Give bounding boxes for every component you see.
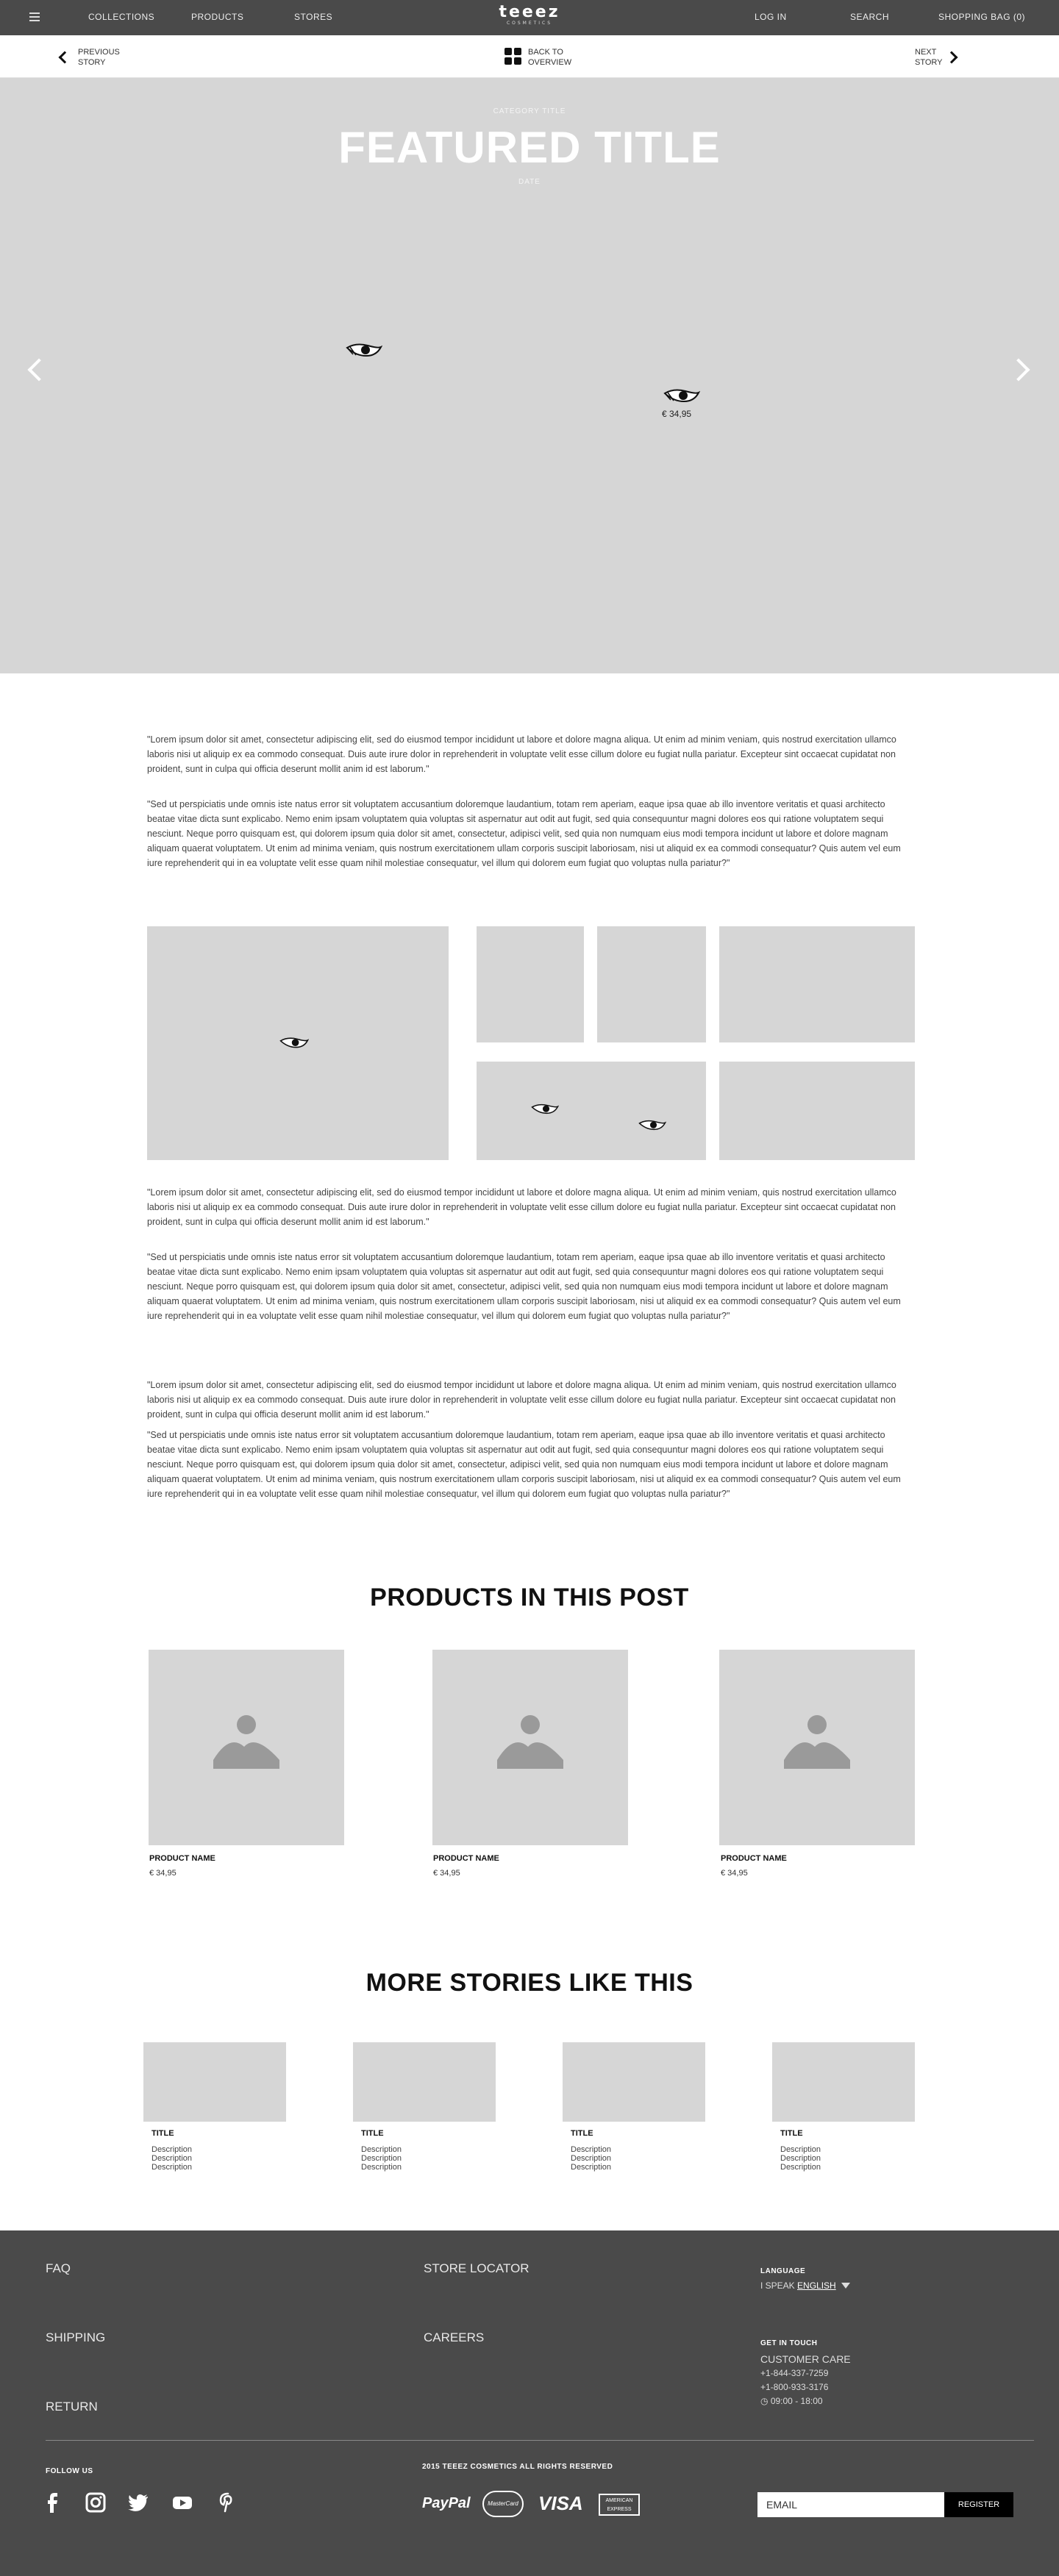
article-paragraph: "Sed ut perspiciatis unde omnis iste natus error sit voluptatem accusantium doloremque laudantium, totam rem aperiam, eaque ipsa quae ab illo inventore veritatis et quasi architecto beatae vitae dicta sunt explicabo. Nemo enim ipsam voluptatem quia voluptas sit aspernatur aut odit aut fugit, sed quia consequuntur magni dolores eos qui ratione voluptatem sequi nesciunt. Neque porro quisquam est, qui dolorem ipsum quia dolor sit amet, consectetur, adipisci velit, sed quia non numquam eius modi tempora incidunt ut labore et dolore magnam aliquam quaerat voluptatem. Ut enim ad minima veniam, quis nostrum exercitationem ullam corporis suscipit laboriosam, nisi ut aliquid ex ea commodi consequatur? Quis autem vel eum iure reprehenderit qui in ea voluptate velit esse quam nihil molestiae consequatur, vel illum qui dolorem eum fugiat quo voluptas nulla pariatur?" (147, 1430, 901, 1499)
story-thumbnail[interactable] (143, 2042, 286, 2122)
product-price: € 34,95 (721, 1869, 748, 1878)
product-hotspot-eye-icon[interactable] (638, 1119, 666, 1132)
image-placeholder-icon (213, 1709, 279, 1769)
product-price: € 34,95 (149, 1869, 176, 1878)
gallery-image (719, 1062, 915, 1160)
image-placeholder-icon (784, 1709, 850, 1769)
story-description: Description Description Description (361, 2145, 402, 2172)
nav-login[interactable]: LOG IN (755, 12, 787, 22)
hero-date: DATE (518, 178, 541, 186)
nav-products[interactable]: PRODUCTS (191, 12, 244, 22)
logo-wordmark: teeez (499, 3, 560, 21)
article-paragraph: "Sed ut perspiciatis unde omnis iste natus error sit voluptatem accusantium doloremque laudantium, totam rem aperiam, eaque ipsa quae ab illo inventore veritatis et quasi architecto beatae vitae dicta sunt explicabo. Nemo enim ipsam voluptatem quia voluptas sit aspernatur aut odit aut fugit, sed quia consequuntur magni dolores eos qui ratione voluptatem sequi nesciunt. Neque porro quisquam est, qui dolorem ipsum quia dolor sit amet, consectetur, adipisci velit, sed quia non numquam eius modi tempora incidunt ut labore et dolore magnam aliquam quaerat voluptatem. Ut enim ad minima veniam, quis nostrum exercitationem ullam corporis suscipit laboriosam, nisi ut aliquid ex ea commodi consequatur? Quis autem vel eum iure reprehenderit qui in ea voluptate velit esse quam nihil molestiae consequatur, vel illum qui dolorem eum fugiat quo voluptas nulla pariatur?" (147, 1252, 901, 1321)
email-input[interactable] (757, 2492, 944, 2517)
language-selector[interactable] (760, 2279, 850, 2293)
language-prefix: I SPEAK (760, 2280, 795, 2291)
language-value: ENGLISH (797, 2280, 836, 2291)
story-thumbnail[interactable] (772, 2042, 915, 2122)
contact-info (760, 2353, 851, 2408)
hero-next-arrow-icon[interactable] (1007, 358, 1030, 381)
back-to-overview-label: BACK TO OVERVIEW (528, 48, 572, 67)
twitter-icon[interactable] (128, 2492, 149, 2513)
product-image[interactable] (432, 1650, 628, 1845)
category-title: CATEGORY TITLE (493, 107, 566, 115)
product-hotspot-eye-icon[interactable] (346, 343, 382, 359)
product-hotspot-eye-icon[interactable] (531, 1103, 559, 1116)
story-description: Description Description Description (780, 2145, 821, 2172)
more-stories-heading: MORE STORIES LIKE THIS (366, 1969, 693, 1997)
story-title: TITLE (361, 2129, 384, 2138)
paypal-logo: PayPal (422, 2495, 471, 2511)
gallery-image (477, 926, 584, 1042)
story-title: TITLE (780, 2129, 803, 2138)
chevron-left-icon (59, 51, 71, 64)
footer-divider (46, 2440, 1034, 2441)
footer-link-shipping[interactable]: SHIPPING (46, 2330, 106, 2344)
facebook-icon[interactable] (43, 2492, 63, 2513)
product-price: € 34,95 (433, 1869, 460, 1878)
instagram-icon[interactable] (85, 2492, 106, 2513)
nav-collections[interactable]: COLLECTIONS (88, 12, 155, 22)
story-navigation (0, 35, 1059, 78)
article-paragraph: "Lorem ipsum dolor sit amet, consectetur adipiscing elit, sed do eiusmod tempor incididunt ut labore et dolore magna aliqua. Ut enim ad minim veniam, quis nostrud exercitation ullamco laboris nisi ut aliquip ex ea commodo consequat. Duis aute irure dolor in reprehenderit in voluptate velit esse cillum dolore eu fugiat nulla pariatur. Excepteur sint occaecat cupidatat non proident, sunt in culpa qui officia deserunt mollit anim id est laborum." (147, 734, 896, 774)
hotspot-price: € 34,95 (662, 409, 692, 419)
story-thumbnail[interactable] (563, 2042, 705, 2122)
gallery-image (597, 926, 706, 1042)
nav-shopping-bag[interactable]: SHOPPING BAG (0) (938, 12, 1026, 22)
top-navigation-bar (0, 0, 1059, 35)
footer-link-store-locator[interactable]: STORE LOCATOR (424, 2261, 530, 2275)
contact-heading: GET IN TOUCH (760, 2339, 818, 2347)
story-description: Description Description Description (151, 2145, 193, 2172)
article-paragraph: "Sed ut perspiciatis unde omnis iste natus error sit voluptatem accusantium doloremque laudantium, totam rem aperiam, eaque ipsa quae ab illo inventore veritatis et quasi architecto beatae vitae dicta sunt explicabo. Nemo enim ipsam voluptatem quia voluptas sit aspernatur aut odit aut fugit, sed quia consequuntur magni dolores eos qui ratione voluptatem sequi nesciunt. Neque porro quisquam est, qui dolorem ipsum quia dolor sit amet, consectetur, adipisci velit, sed quia non numquam eius modi tempora incidunt ut labore et dolore magnam aliquam quaerat voluptatem. Ut enim ad minima veniam, quis nostrum exercitationem ullam corporis suscipit laboriosam, nisi ut aliquid ex ea commodi consequatur? Quis autem vel eum iure reprehenderit qui in ea voluptate velit esse quam nihil molestiae consequatur, vel illum qui dolorem eum fugiat quo voluptas nulla pariatur?" (147, 799, 901, 868)
chevron-down-icon (841, 2283, 850, 2289)
hero-prev-arrow-icon[interactable] (27, 358, 50, 381)
customer-care-label: CUSTOMER CARE (760, 2353, 851, 2365)
grid-icon (504, 48, 522, 65)
nav-stores[interactable]: STORES (294, 12, 333, 22)
site-footer (0, 2230, 1059, 2576)
youtube-icon[interactable] (172, 2492, 193, 2513)
product-name: PRODUCT NAME (149, 1854, 215, 1863)
logo-subtitle: COSMETICS (506, 21, 553, 26)
image-placeholder-icon (497, 1709, 563, 1769)
nav-search[interactable]: SEARCH (850, 12, 890, 22)
product-name: PRODUCT NAME (433, 1854, 499, 1863)
menu-icon[interactable] (29, 12, 40, 21)
footer-link-careers[interactable]: CAREERS (424, 2330, 485, 2344)
gallery-image (477, 1062, 706, 1160)
pinterest-icon[interactable] (218, 2492, 238, 2513)
clock-icon: ◷ (760, 2396, 769, 2406)
article-paragraph: "Lorem ipsum dolor sit amet, consectetur adipiscing elit, sed do eiusmod tempor incididunt ut labore et dolore magna aliqua. Ut enim ad minim veniam, quis nostrud exercitation ullamco laboris nisi ut aliquip ex ea commodo consequat. Duis aute irure dolor in reprehenderit in voluptate velit esse cillum dolore eu fugiat nulla pariatur. Excepteur sint occaecat cupidatat non proident, sunt in culpa qui officia deserunt mollit anim id est laborum." (147, 1187, 896, 1227)
brand-logo[interactable] (493, 4, 566, 26)
mastercard-logo: MasterCard (482, 2491, 524, 2517)
story-description: Description Description Description (571, 2145, 612, 2172)
gallery-image (147, 926, 449, 1160)
product-hotspot-eye-icon[interactable] (279, 1037, 309, 1050)
product-image[interactable] (719, 1650, 915, 1845)
language-heading: LANGUAGE (760, 2267, 806, 2275)
story-title: TITLE (151, 2129, 174, 2138)
follow-us-label: FOLLOW US (46, 2467, 93, 2475)
footer-link-faq[interactable]: FAQ (46, 2261, 71, 2275)
product-image[interactable] (149, 1650, 344, 1845)
footer-link-return[interactable]: RETURN (46, 2400, 98, 2414)
hero-banner (0, 78, 1059, 673)
register-button[interactable]: REGISTER (944, 2492, 1013, 2517)
previous-story-label: PREVIOUS STORY (78, 48, 120, 67)
featured-title: FEATURED TITLE (338, 123, 721, 172)
phone-number[interactable]: +1-844-337-7259 (760, 2368, 829, 2378)
opening-hours: ◷ 09:00 - 18:00 (760, 2396, 823, 2406)
copyright-text: 2015 TEEEZ COSMETICS ALL RIGHTS RESERVED (422, 2463, 613, 2471)
amex-logo: AMERICAN EXPRESS (599, 2494, 640, 2516)
story-thumbnail[interactable] (353, 2042, 496, 2122)
products-heading: PRODUCTS IN THIS POST (370, 1584, 689, 1611)
article-paragraph: "Lorem ipsum dolor sit amet, consectetur adipiscing elit, sed do eiusmod tempor incididunt ut labore et dolore magna aliqua. Ut enim ad minim veniam, quis nostrud exercitation ullamco laboris nisi ut aliquip ex ea commodo consequat. Duis aute irure dolor in reprehenderit in voluptate velit esse cillum dolore eu fugiat nulla pariatur. Excepteur sint occaecat cupidatat non proident, sunt in culpa qui officia deserunt mollit anim id est laborum." (147, 1380, 896, 1420)
story-title: TITLE (571, 2129, 593, 2138)
chevron-right-icon (946, 51, 958, 64)
product-name: PRODUCT NAME (721, 1854, 787, 1863)
visa-logo: VISA (538, 2492, 583, 2514)
next-story-label: NEXT STORY (915, 48, 943, 67)
gallery-image (719, 926, 915, 1042)
product-hotspot-eye-icon[interactable] (663, 388, 700, 404)
phone-number[interactable]: +1-800-933-3176 (760, 2382, 829, 2392)
